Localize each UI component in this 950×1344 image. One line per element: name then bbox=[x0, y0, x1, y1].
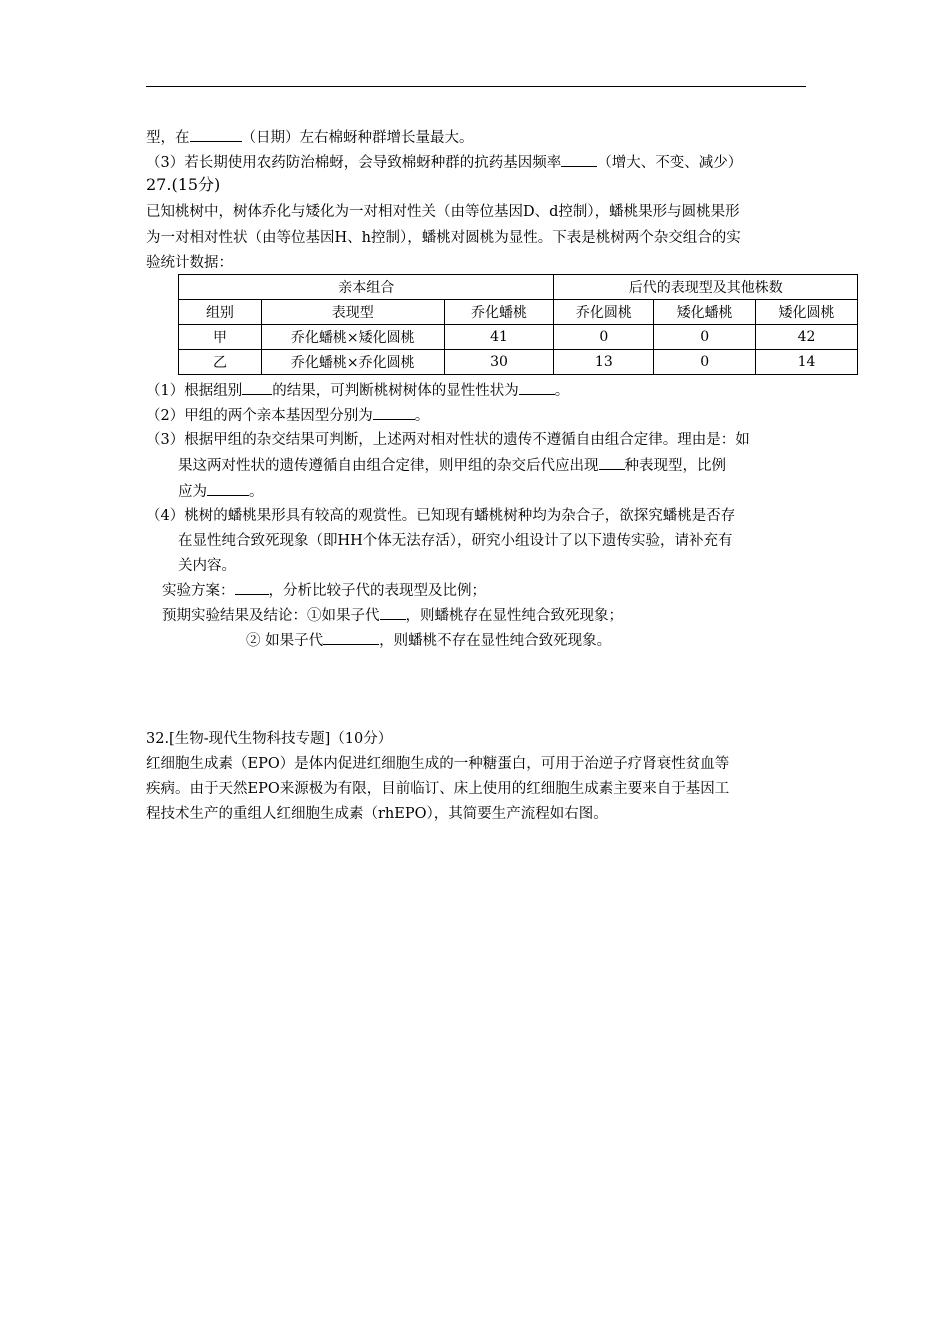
table-row bbox=[179, 325, 858, 350]
question-line bbox=[146, 380, 569, 401]
table-cell: 14 bbox=[756, 350, 858, 375]
question-line bbox=[178, 481, 264, 502]
table-cell: 0 bbox=[654, 325, 756, 350]
text: 型，在 bbox=[146, 130, 190, 146]
text: 实验方案： bbox=[162, 583, 235, 599]
answer-blank[interactable] bbox=[207, 481, 249, 496]
text: （2）甲组的两个亲本基因型分别为 bbox=[146, 408, 373, 424]
question-line bbox=[146, 405, 429, 426]
text: ，则蟠桃不存在显性纯合致死现象。 bbox=[379, 633, 612, 649]
text: 果这两对性状的遗传遵循自由组合定律，则甲组的杂交后代应出现 bbox=[178, 458, 599, 474]
question-27-heading: 27.(15分) bbox=[146, 175, 221, 194]
answer-blank[interactable] bbox=[242, 380, 272, 395]
text: ，则蟠桃存在显性纯合致死现象； bbox=[405, 608, 623, 624]
text: （增大、不变、减少） bbox=[597, 155, 743, 171]
table-row bbox=[179, 350, 858, 375]
question-line: （3）根据甲组的杂交结果可判断，上述两对相对性状的遗传不遵循自由组合定律。理由是：如 bbox=[146, 432, 750, 448]
answer-blank[interactable] bbox=[235, 580, 269, 595]
paragraph-line: 验统计数据： bbox=[146, 255, 233, 271]
table-column-row bbox=[179, 300, 858, 325]
table-header-row bbox=[179, 275, 858, 300]
answer-blank[interactable] bbox=[373, 405, 415, 420]
table-cell: 30 bbox=[444, 350, 554, 375]
table-cell: 42 bbox=[756, 325, 858, 350]
paragraph-line: 红细胞生成素（EPO）是体内促进红细胞生成的一种糖蛋白，可用于治逆子疗肾衰性贫血等 bbox=[146, 756, 730, 772]
text: 应为 bbox=[178, 484, 207, 500]
paragraph-line: 为一对相对性状（由等位基因H、h控制），蟠桃对圆桃为显性。下表是桃树两个杂交组合的实 bbox=[146, 230, 741, 246]
text: 。 bbox=[554, 383, 570, 399]
expected-result-line bbox=[246, 630, 611, 651]
column-header: 乔化蟠桃 bbox=[444, 300, 554, 325]
text: ，分析比较子代的表现型及比例； bbox=[268, 583, 486, 599]
text: （3）若长期使用农药防治棉蚜，会导致棉蚜种群的抗药基因频率 bbox=[146, 155, 562, 171]
header-parent-combination: 亲本组合 bbox=[179, 275, 554, 300]
answer-blank[interactable] bbox=[599, 455, 625, 470]
paragraph-line: 疾病。由于天然EPO来源极为有限，目前临订、床上使用的红细胞生成素主要来自于基因工 bbox=[146, 781, 730, 797]
answer-blank[interactable] bbox=[380, 605, 406, 620]
table-cell: 13 bbox=[554, 350, 654, 375]
text: （日期）左右棉蚜种群增长量最大。 bbox=[241, 130, 474, 146]
question-line: （4）桃树的蟠桃果形具有较高的观赏性。已知现有蟠桃树种均为杂合子，欲探究蟠桃是否存 bbox=[146, 508, 736, 524]
text: 种表现型，比例 bbox=[624, 458, 726, 474]
answer-blank[interactable] bbox=[561, 152, 597, 167]
question-line: 关内容。 bbox=[178, 558, 236, 574]
answer-blank[interactable] bbox=[323, 630, 379, 645]
column-header: 乔化圆桃 bbox=[554, 300, 654, 325]
text: 。 bbox=[249, 484, 264, 500]
experiment-plan-line bbox=[162, 580, 486, 601]
answer-blank[interactable] bbox=[519, 380, 555, 395]
expected-result-line bbox=[162, 605, 623, 626]
text: 。 bbox=[414, 408, 430, 424]
table-cell: 甲 bbox=[179, 325, 262, 350]
text-line bbox=[146, 127, 474, 148]
header-offspring: 后代的表现型及其他株数 bbox=[554, 275, 858, 300]
table-cell: 0 bbox=[554, 325, 654, 350]
question-32-heading: 32.[生物-现代生物科技专题]（10分） bbox=[146, 731, 393, 747]
table-cell: 41 bbox=[444, 325, 554, 350]
column-header: 组别 bbox=[179, 300, 262, 325]
table-cell: 0 bbox=[654, 350, 756, 375]
column-header: 矮化蟠桃 bbox=[654, 300, 756, 325]
text: （1）根据组别 bbox=[146, 383, 243, 399]
table-cell: 乙 bbox=[179, 350, 262, 375]
paragraph-line: 已知桃树中，树体乔化与矮化为一对相对性关（由等位基因D、d控制），蟠桃果形与圆桃果形 bbox=[146, 204, 740, 220]
table-cell: 乔化蟠桃×矮化圆桃 bbox=[261, 325, 444, 350]
question-line bbox=[178, 455, 726, 476]
text: 的结果，可判断桃树树体的显性性状为 bbox=[272, 383, 519, 399]
question-line: 在显性纯合致死现象（即HH个体无法存活），研究小组设计了以下遗传实验，请补充有 bbox=[178, 533, 733, 549]
text: ② 如果子代 bbox=[246, 633, 324, 649]
cross-data-table bbox=[178, 274, 858, 375]
text: 预期实验结果及结论：①如果子代 bbox=[162, 608, 380, 624]
table-cell: 乔化蟠桃×乔化圆桃 bbox=[261, 350, 444, 375]
answer-blank[interactable] bbox=[190, 127, 242, 142]
header-rule bbox=[146, 86, 806, 87]
text-line bbox=[146, 152, 742, 173]
paragraph-line: 程技术生产的重组人红细胞生成素（rhEPO），其简要生产流程如右图。 bbox=[146, 806, 608, 822]
column-header: 矮化圆桃 bbox=[756, 300, 858, 325]
column-header: 表现型 bbox=[261, 300, 444, 325]
